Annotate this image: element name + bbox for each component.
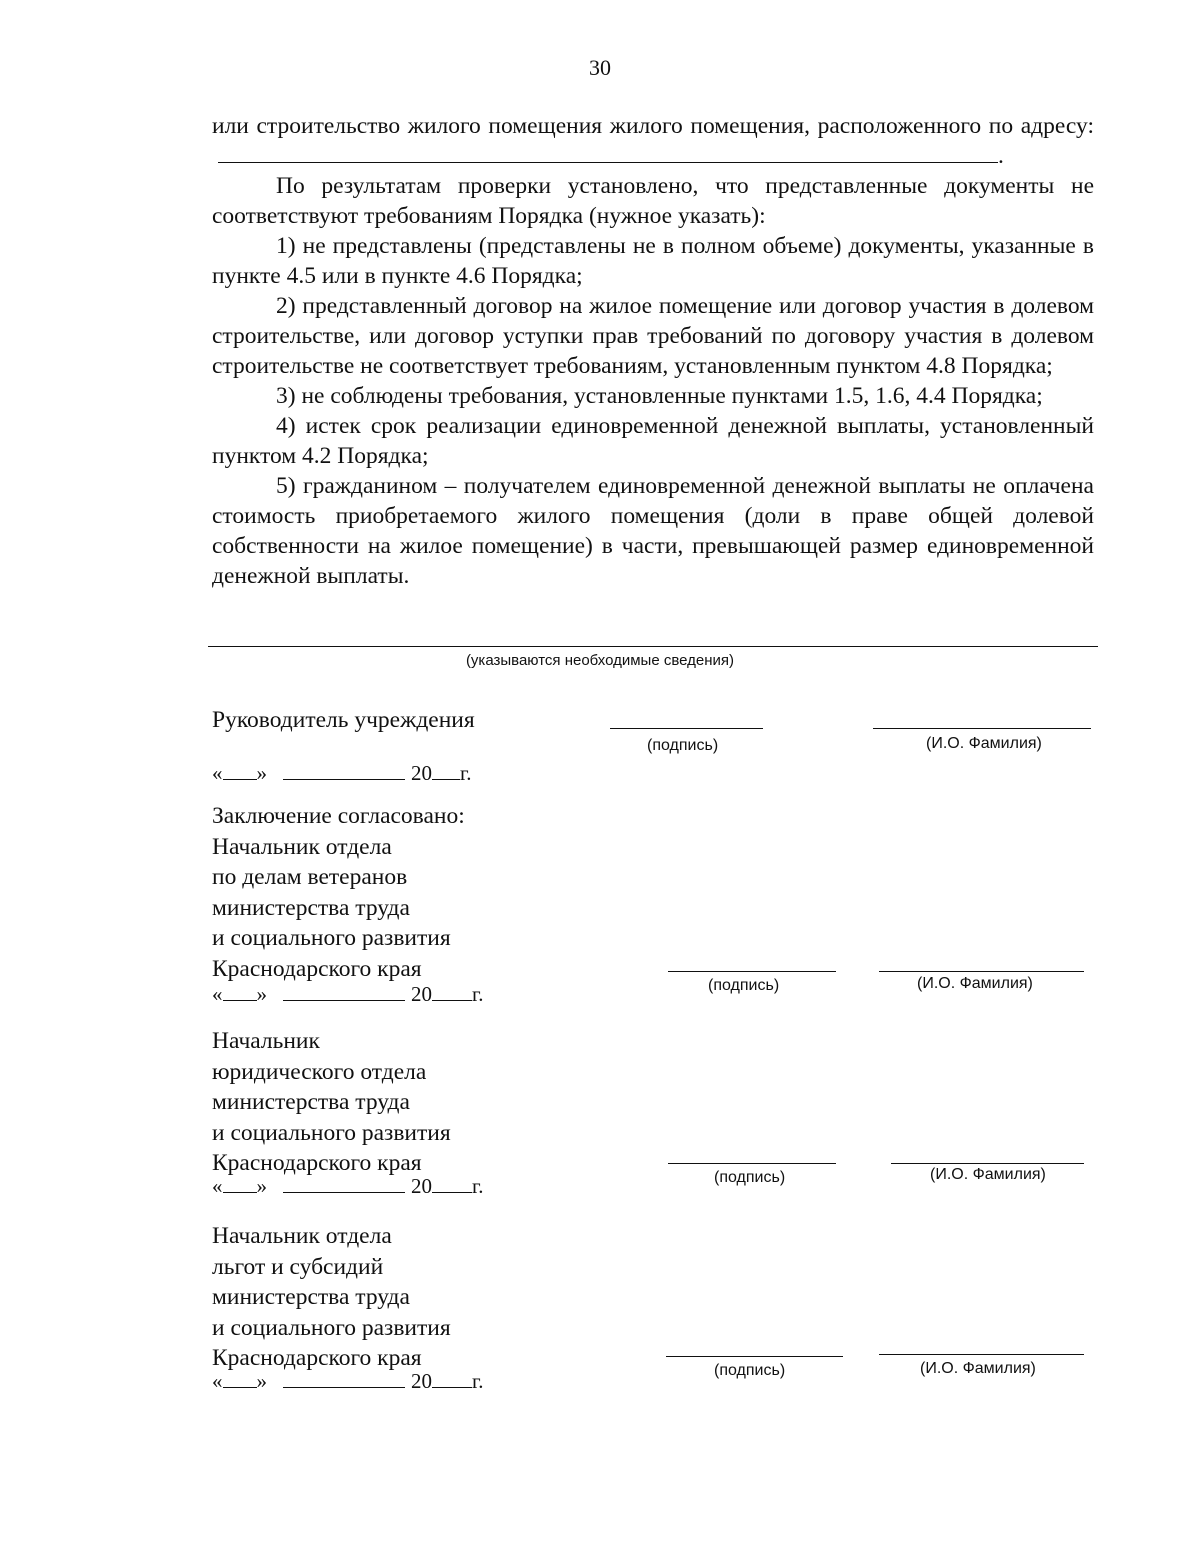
date-day-blank bbox=[223, 761, 257, 780]
approval-line: министерства труда bbox=[212, 894, 410, 921]
benefits-signature-caption: (подпись) bbox=[714, 1362, 786, 1379]
date-open-quote: « bbox=[212, 761, 223, 785]
date-close-quote: » bbox=[256, 1174, 267, 1198]
head-title bbox=[212, 705, 475, 736]
legal-date-line bbox=[212, 1174, 484, 1199]
date-year-blank bbox=[432, 1174, 472, 1193]
approval-line: и социального развития bbox=[212, 1314, 451, 1341]
reason-item-4: 4) истек срок реализации единовременной денежной выплаты, установленный пунктом 4.2 Порядка; bbox=[212, 413, 1094, 469]
date-day-blank bbox=[223, 1174, 257, 1193]
head-signature-line bbox=[610, 728, 763, 729]
approval-line: юридического отдела bbox=[212, 1058, 427, 1085]
date-century: 20 bbox=[411, 982, 432, 1006]
approval-line: Краснодарского края bbox=[212, 955, 422, 982]
head-title-text: Руководитель учреждения bbox=[212, 707, 475, 733]
details-note: (указываются необходимые сведения) bbox=[465, 652, 735, 669]
benefits-name-line bbox=[879, 1354, 1084, 1355]
date-century: 20 bbox=[411, 1369, 432, 1393]
details-rule bbox=[208, 646, 1098, 647]
approval-line: Краснодарского края bbox=[212, 1345, 422, 1371]
approval-line: и социального развития bbox=[212, 1119, 451, 1146]
date-day-blank bbox=[223, 982, 257, 1001]
date-suffix: г. bbox=[472, 1369, 484, 1393]
approval-line: Краснодарского края bbox=[212, 1150, 422, 1176]
legal-signature-caption: (подпись) bbox=[714, 1169, 786, 1186]
date-close-quote: » bbox=[256, 1369, 267, 1393]
approval-line: Начальник bbox=[212, 1028, 320, 1054]
head-date-line bbox=[212, 761, 472, 786]
document-body bbox=[212, 111, 1094, 591]
approval-line: по делам ветеранов bbox=[212, 864, 408, 890]
approval-line: льгот и субсидий bbox=[212, 1253, 384, 1280]
veterans-signature-line bbox=[668, 971, 836, 972]
approval-line: Начальник отдела bbox=[212, 833, 392, 860]
page-number: 30 bbox=[589, 55, 611, 80]
paragraph-address-text: или строительство жилого помещения жилого помещения, расположенного по адресу: bbox=[212, 113, 1094, 139]
legal-name-line bbox=[891, 1163, 1084, 1164]
date-open-quote: « bbox=[212, 982, 223, 1006]
head-name-caption: (И.О. Фамилия) bbox=[926, 735, 1042, 752]
reason-item-3: 3) не соблюдены требования, установленные пунктами 1.5, 1.6, 4.4 Порядка; bbox=[276, 383, 1043, 409]
date-month-blank bbox=[283, 1369, 405, 1388]
date-century: 20 bbox=[411, 761, 432, 785]
veterans-name-line bbox=[879, 971, 1084, 972]
date-month-blank bbox=[283, 982, 405, 1001]
approval-line: и социального развития bbox=[212, 925, 451, 951]
legal-signature-line bbox=[668, 1163, 836, 1164]
address-period: . bbox=[998, 143, 1004, 169]
paragraph-address bbox=[212, 111, 1094, 171]
date-suffix: г. bbox=[472, 982, 484, 1006]
address-blank-line bbox=[218, 142, 998, 163]
approval-block-veterans bbox=[212, 801, 465, 984]
head-signature-caption: (подпись) bbox=[647, 737, 719, 754]
benefits-name-caption: (И.О. Фамилия) bbox=[920, 1360, 1036, 1377]
approval-block-legal bbox=[212, 1026, 451, 1179]
date-year-blank bbox=[432, 1369, 472, 1388]
date-open-quote: « bbox=[212, 1369, 223, 1393]
approval-line: Начальник отдела bbox=[212, 1223, 392, 1249]
date-century: 20 bbox=[411, 1174, 432, 1198]
date-open-quote: « bbox=[212, 1174, 223, 1198]
veterans-name-caption: (И.О. Фамилия) bbox=[917, 975, 1033, 992]
reason-item-1: 1) не представлены (представлены не в полном объеме) документы, указанные в пункте 4.5 или в пункте 4.6 Порядка; bbox=[212, 233, 1094, 289]
approval-line: министерства труда bbox=[212, 1089, 410, 1115]
date-suffix: г. bbox=[472, 1174, 484, 1198]
reason-item-5: 5) гражданином – получателем единовременной денежной выплаты не оплачена стоимость приобретаемого жилого помещения (доли в праве общей долевой собственности на жилое помещение) в части, превышающей размер единовременной денежной выплаты. bbox=[212, 473, 1094, 589]
date-month-blank bbox=[283, 1174, 405, 1193]
approval-block-benefits bbox=[212, 1221, 451, 1374]
head-name-line bbox=[873, 728, 1091, 729]
date-month-blank bbox=[283, 761, 405, 780]
approval-line: Заключение согласовано: bbox=[212, 803, 465, 829]
veterans-date-line bbox=[212, 982, 484, 1007]
legal-name-caption: (И.О. Фамилия) bbox=[930, 1166, 1046, 1183]
benefits-date-line bbox=[212, 1369, 484, 1394]
reason-item-2: 2) представленный договор на жилое помещение или договор участия в долевом строительстве, или договор уступки прав требований по договору участия в долевом строительстве не соответствует требованиям, установленным пунктом 4.8 Порядка; bbox=[212, 293, 1094, 379]
approval-line: министерства труда bbox=[212, 1284, 410, 1310]
date-year-blank bbox=[432, 982, 472, 1001]
date-year-blank bbox=[432, 761, 460, 780]
date-close-quote: » bbox=[256, 982, 267, 1006]
date-close-quote: » bbox=[256, 761, 267, 785]
paragraph-result: По результатам проверки установлено, что представленные документы не соответствуют требованиям Порядка (нужное указать): bbox=[212, 173, 1094, 229]
veterans-signature-caption: (подпись) bbox=[708, 977, 780, 994]
benefits-signature-line bbox=[666, 1356, 843, 1357]
date-suffix: г. bbox=[460, 761, 472, 785]
date-day-blank bbox=[223, 1369, 257, 1388]
